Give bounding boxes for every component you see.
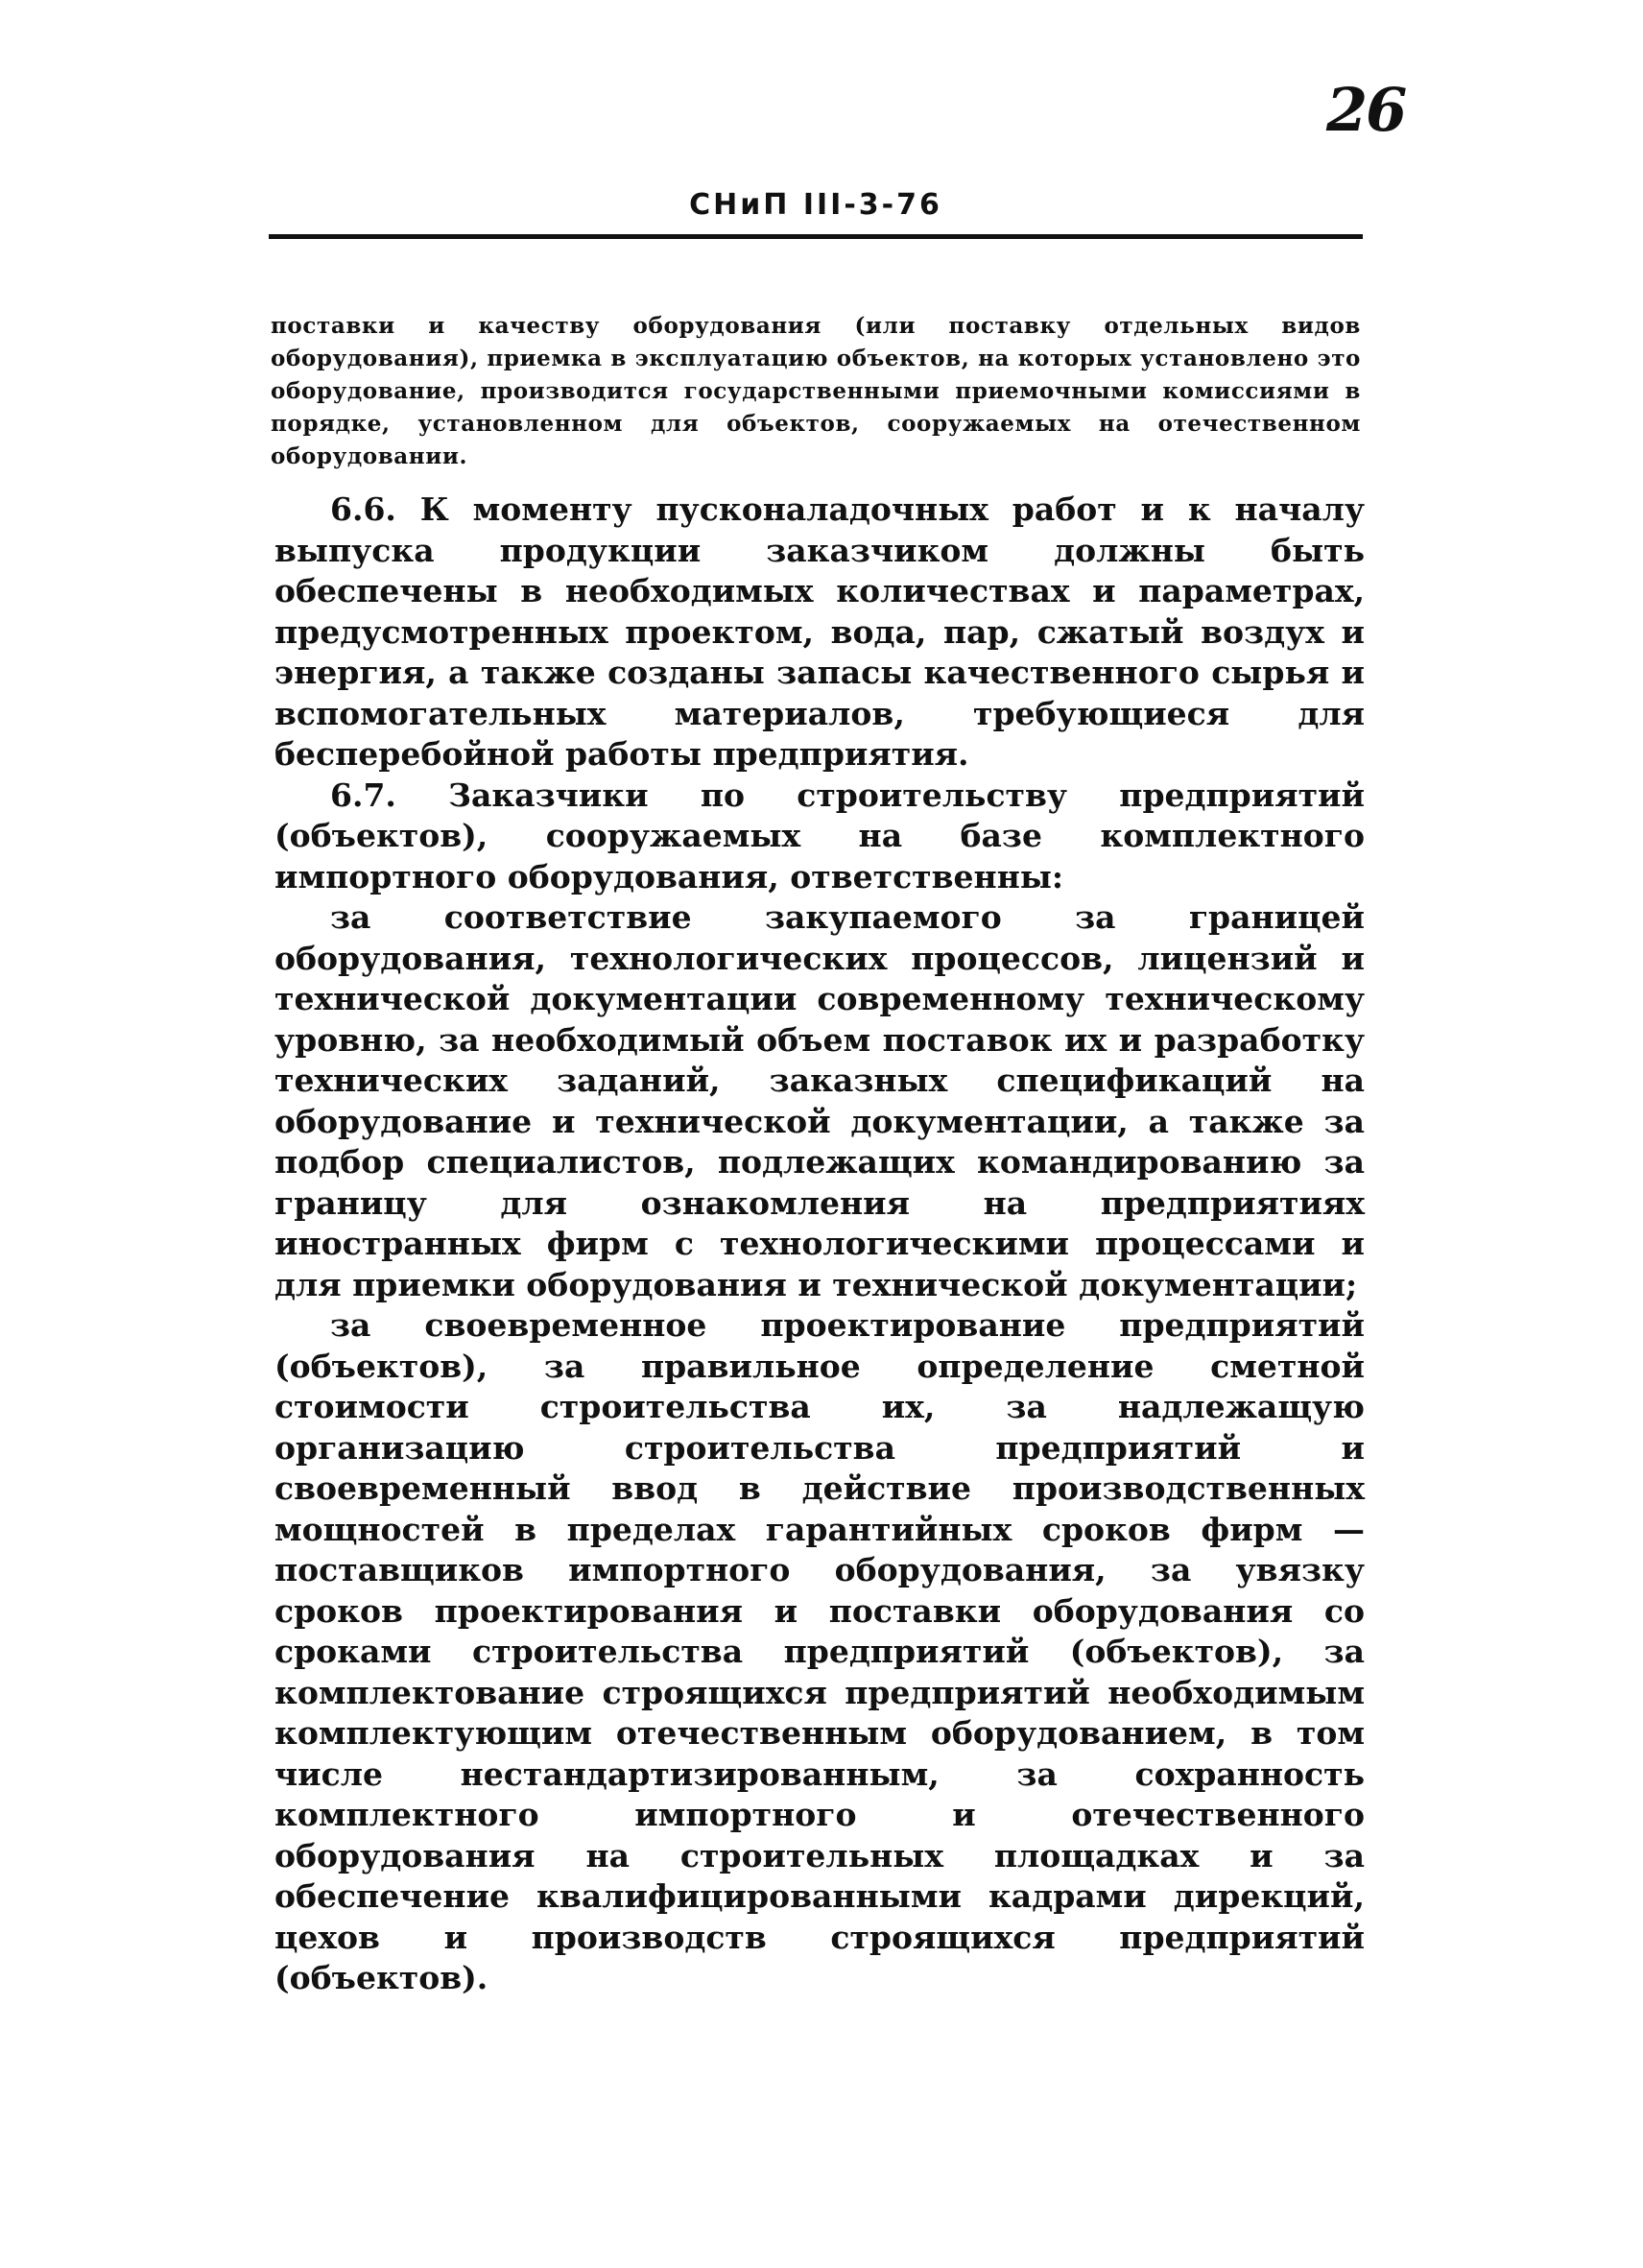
clause-6-7	[274, 776, 1365, 898]
clause-6-6	[274, 489, 1365, 776]
responsibility-item: за своевременное проектирование предприятий (объектов), за правильное определение сметной стоимости строительства их, за надлежащую организацию строительства предприятий и своевременный ввод в действие производственных мощностей в пределах гарантийных сроков фирм — поставщиков импортного оборудования, за увязку сроков проектирования и поставки оборудования со сроками строительства предприятий (объектов), за комплектование строящихся предприятий необходимым комплектующим отечественным оборудованием, в том числе нестандартизированным, за сохранность комплектного импортного и отечественного оборудования на строительных площадках и за обеспечение квалифицированными кадрами дирекций, цехов и производств строящихся предприятий (объектов).	[274, 1306, 1365, 1996]
running-header: СНиП III-3-76	[689, 188, 942, 222]
clause-number: 6.6.	[330, 490, 396, 528]
responsibility-item: за соответствие закупаемого за границей оборудования, технологических процессов, лицензий и технической документации современному техническому уровню, за необходимый объем поставок их и разработку технических заданий, заказных спецификаций на оборудование и технической документации, а также за подбор специалистов, подлежащих командированию за границу для ознакомления на предприятиях иностранных фирм с технологическими процессами и для приемки оборудования и технической документации;	[274, 898, 1365, 1303]
header-rule	[269, 234, 1363, 239]
clause-number: 6.7.	[330, 776, 396, 814]
page-number: 26	[1326, 75, 1406, 145]
clause-text: К моменту пусконаладочных работ и к началу выпуска продукции заказчиком должны быть обеспечены в необходимых количествах и параметрах, предусмотренных проектом, вода, пар, сжатый воздух и энергия, а также созданы запасы качественного сырья и вспомогательных материалов, требующиеся для бесперебойной работы предприятия.	[274, 490, 1365, 773]
body-text	[274, 489, 1365, 1999]
clause-text: Заказчики по строительству предприятий (объектов), сооружаемых на базе комплектного импортного оборудования, ответственны:	[274, 776, 1365, 895]
continuation-paragraph: поставки и качеству оборудования (или поставку отдельных видов оборудования), приемка в эксплуатацию объектов, на которых установлено это оборудование, производится государственными приемочными комиссиями в порядке, установленном для объектов, сооружаемых на отечественном оборудовании.	[271, 313, 1361, 469]
